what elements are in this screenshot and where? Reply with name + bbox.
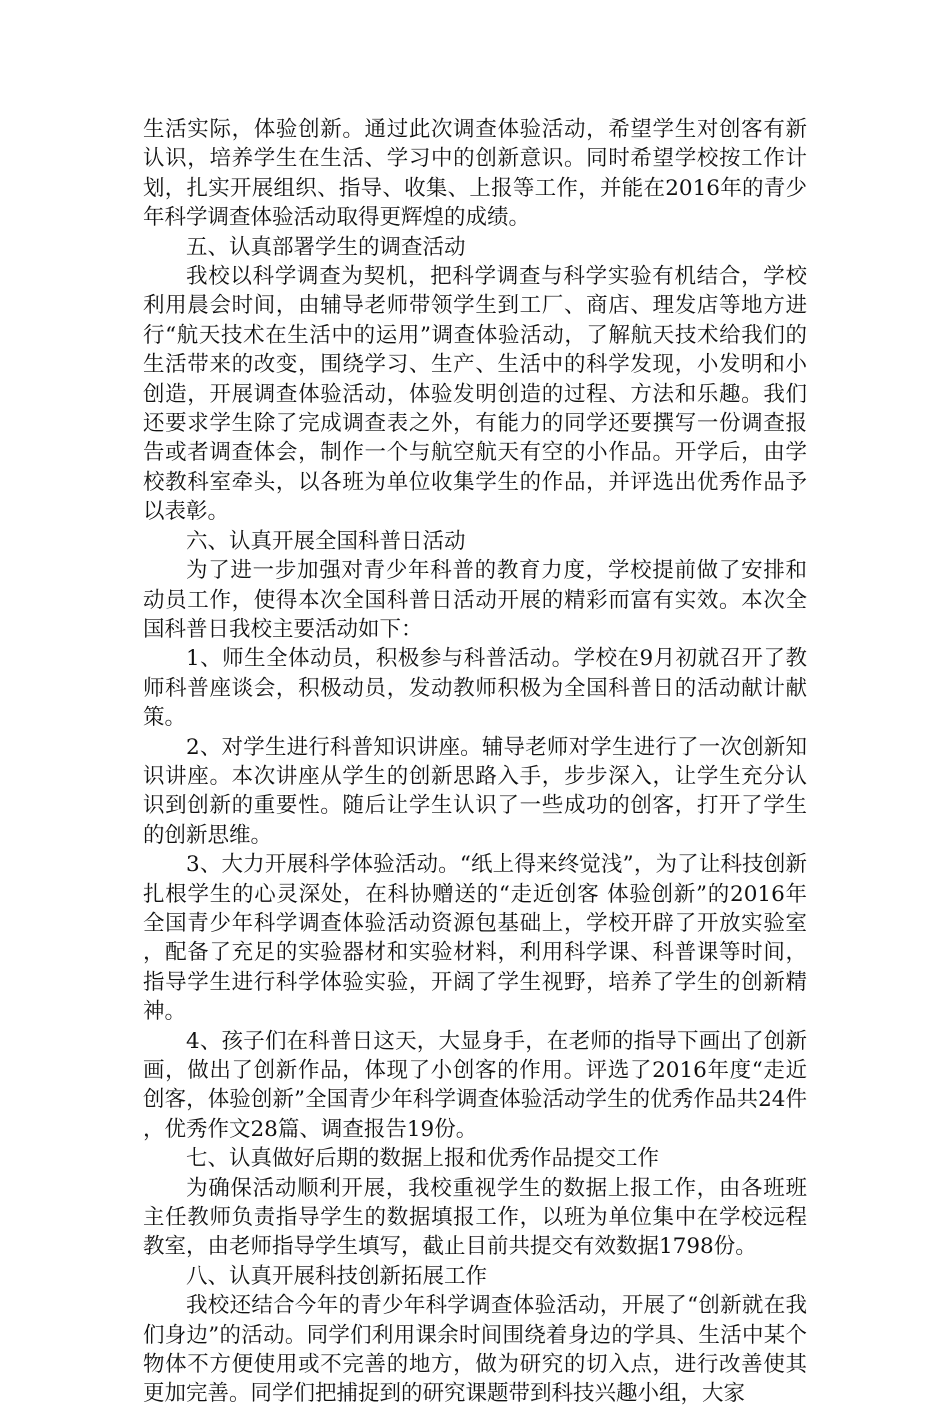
paragraph-survey-activity: 我校以科学调查为契机，把科学调查与科学实验有机结合，学校利用晨会时间，由辅导老师带领学生到工厂、商店、理发店等地方进行“航天技术在生活中的运用”调查体验活动，了解航天技术给我们的生活带来的改变，围绕学习、生产、生活中的科学发现，小发明和小创造，开展调查体验活动，体验发明创造的过程、方法和乐趣。我们还要求学生除了完成调查表之外，有能力的同学还要撰写一份调查报告或者调查体会，制作一个与航空航天有空的小作品。开学后，由学校教科室牵头，以各班为单位收集学生的作品，并评选出优秀作品予以表彰。 [143,264,807,525]
paragraph-innovation-extension: 我校还结合今年的青少年科学调查体验活动，开展了“创新就在我们身边”的活动。同学们利用课余时间围绕着身边的学具、生活中某个物体不方便使用或不完善的地方，做为研究的切入点，进行改善使其更加完善。同学们把捕捉到的研究课题带到科技兴趣小组，大家 [143,1293,807,1407]
section-heading-6: 六、认真开展全国科普日活动 [186,528,466,554]
paragraph-item-2: 2、对学生进行科普知识讲座。辅导老师对学生进行了一次创新知识讲座。本次讲座从学生的创新思路入手，步步深入，让学生充分认识到创新的重要性。随后让学生认识了一些成功的创客，打开了学生的创新思维。 [143,734,807,848]
paragraph-continuation: 生活实际，体验创新。通过此次调查体验活动，希望学生对创客有新认识，培养学生在生活、学习中的创新意识。同时希望学校按工作计划，扎实开展组织、指导、收集、上报等工作，并能在2016年的青少年科学调查体验活动取得更辉煌的成绩。 [143,117,807,231]
paragraph-data-report: 为确保活动顺利开展，我校重视学生的数据上报工作，由各班班主任教师负责指导学生的数据填报工作，以班为单位集中在学校远程教室，由老师指导学生填写，截止目前共提交有效数据1798份。 [143,1175,807,1260]
section-heading-7: 七、认真做好后期的数据上报和优秀作品提交工作 [186,1146,660,1172]
document-body [143,115,807,1409]
paragraph-item-4: 4、孩子们在科普日这天，大显身手，在老师的指导下画出了创新画，做出了创新作品，体现了小创客的作用。评选了2016年度“走近创客，体验创新”全国青少年科学调查体验活动学生的优秀作品共24件，优秀作文28篇、调查报告19份。 [143,1028,807,1142]
paragraph-science-day-intro: 为了进一步加强对青少年科普的教育力度，学校提前做了安排和动员工作，使得本次全国科普日活动开展的精彩而富有实效。本次全国科普日我校主要活动如下： [143,558,807,642]
section-heading-8: 八、认真开展科技创新拓展工作 [186,1263,488,1289]
paragraph-item-1: 1、师生全体动员，积极参与科普活动。学校在9月初就召开了教师科普座谈会，积极动员，发动教师积极为全国科普日的活动献计献策。 [143,646,807,731]
section-heading-5: 五、认真部署学生的调查活动 [186,234,466,260]
paragraph-item-3: 3、大力开展科学体验活动。“纸上得来终觉浅”，为了让科技创新扎根学生的心灵深处，在科协赠送的“走近创客 体验创新”的2016年全国青少年科学调查体验活动资源包基础上，学校开辟了开放实验室，配备了充足的实验器材和实验材料，利用科学课、科普课等时间，指导学生进行科学体验实验，开阔了学生视野，培养了学生的创新精神。 [143,852,807,1025]
